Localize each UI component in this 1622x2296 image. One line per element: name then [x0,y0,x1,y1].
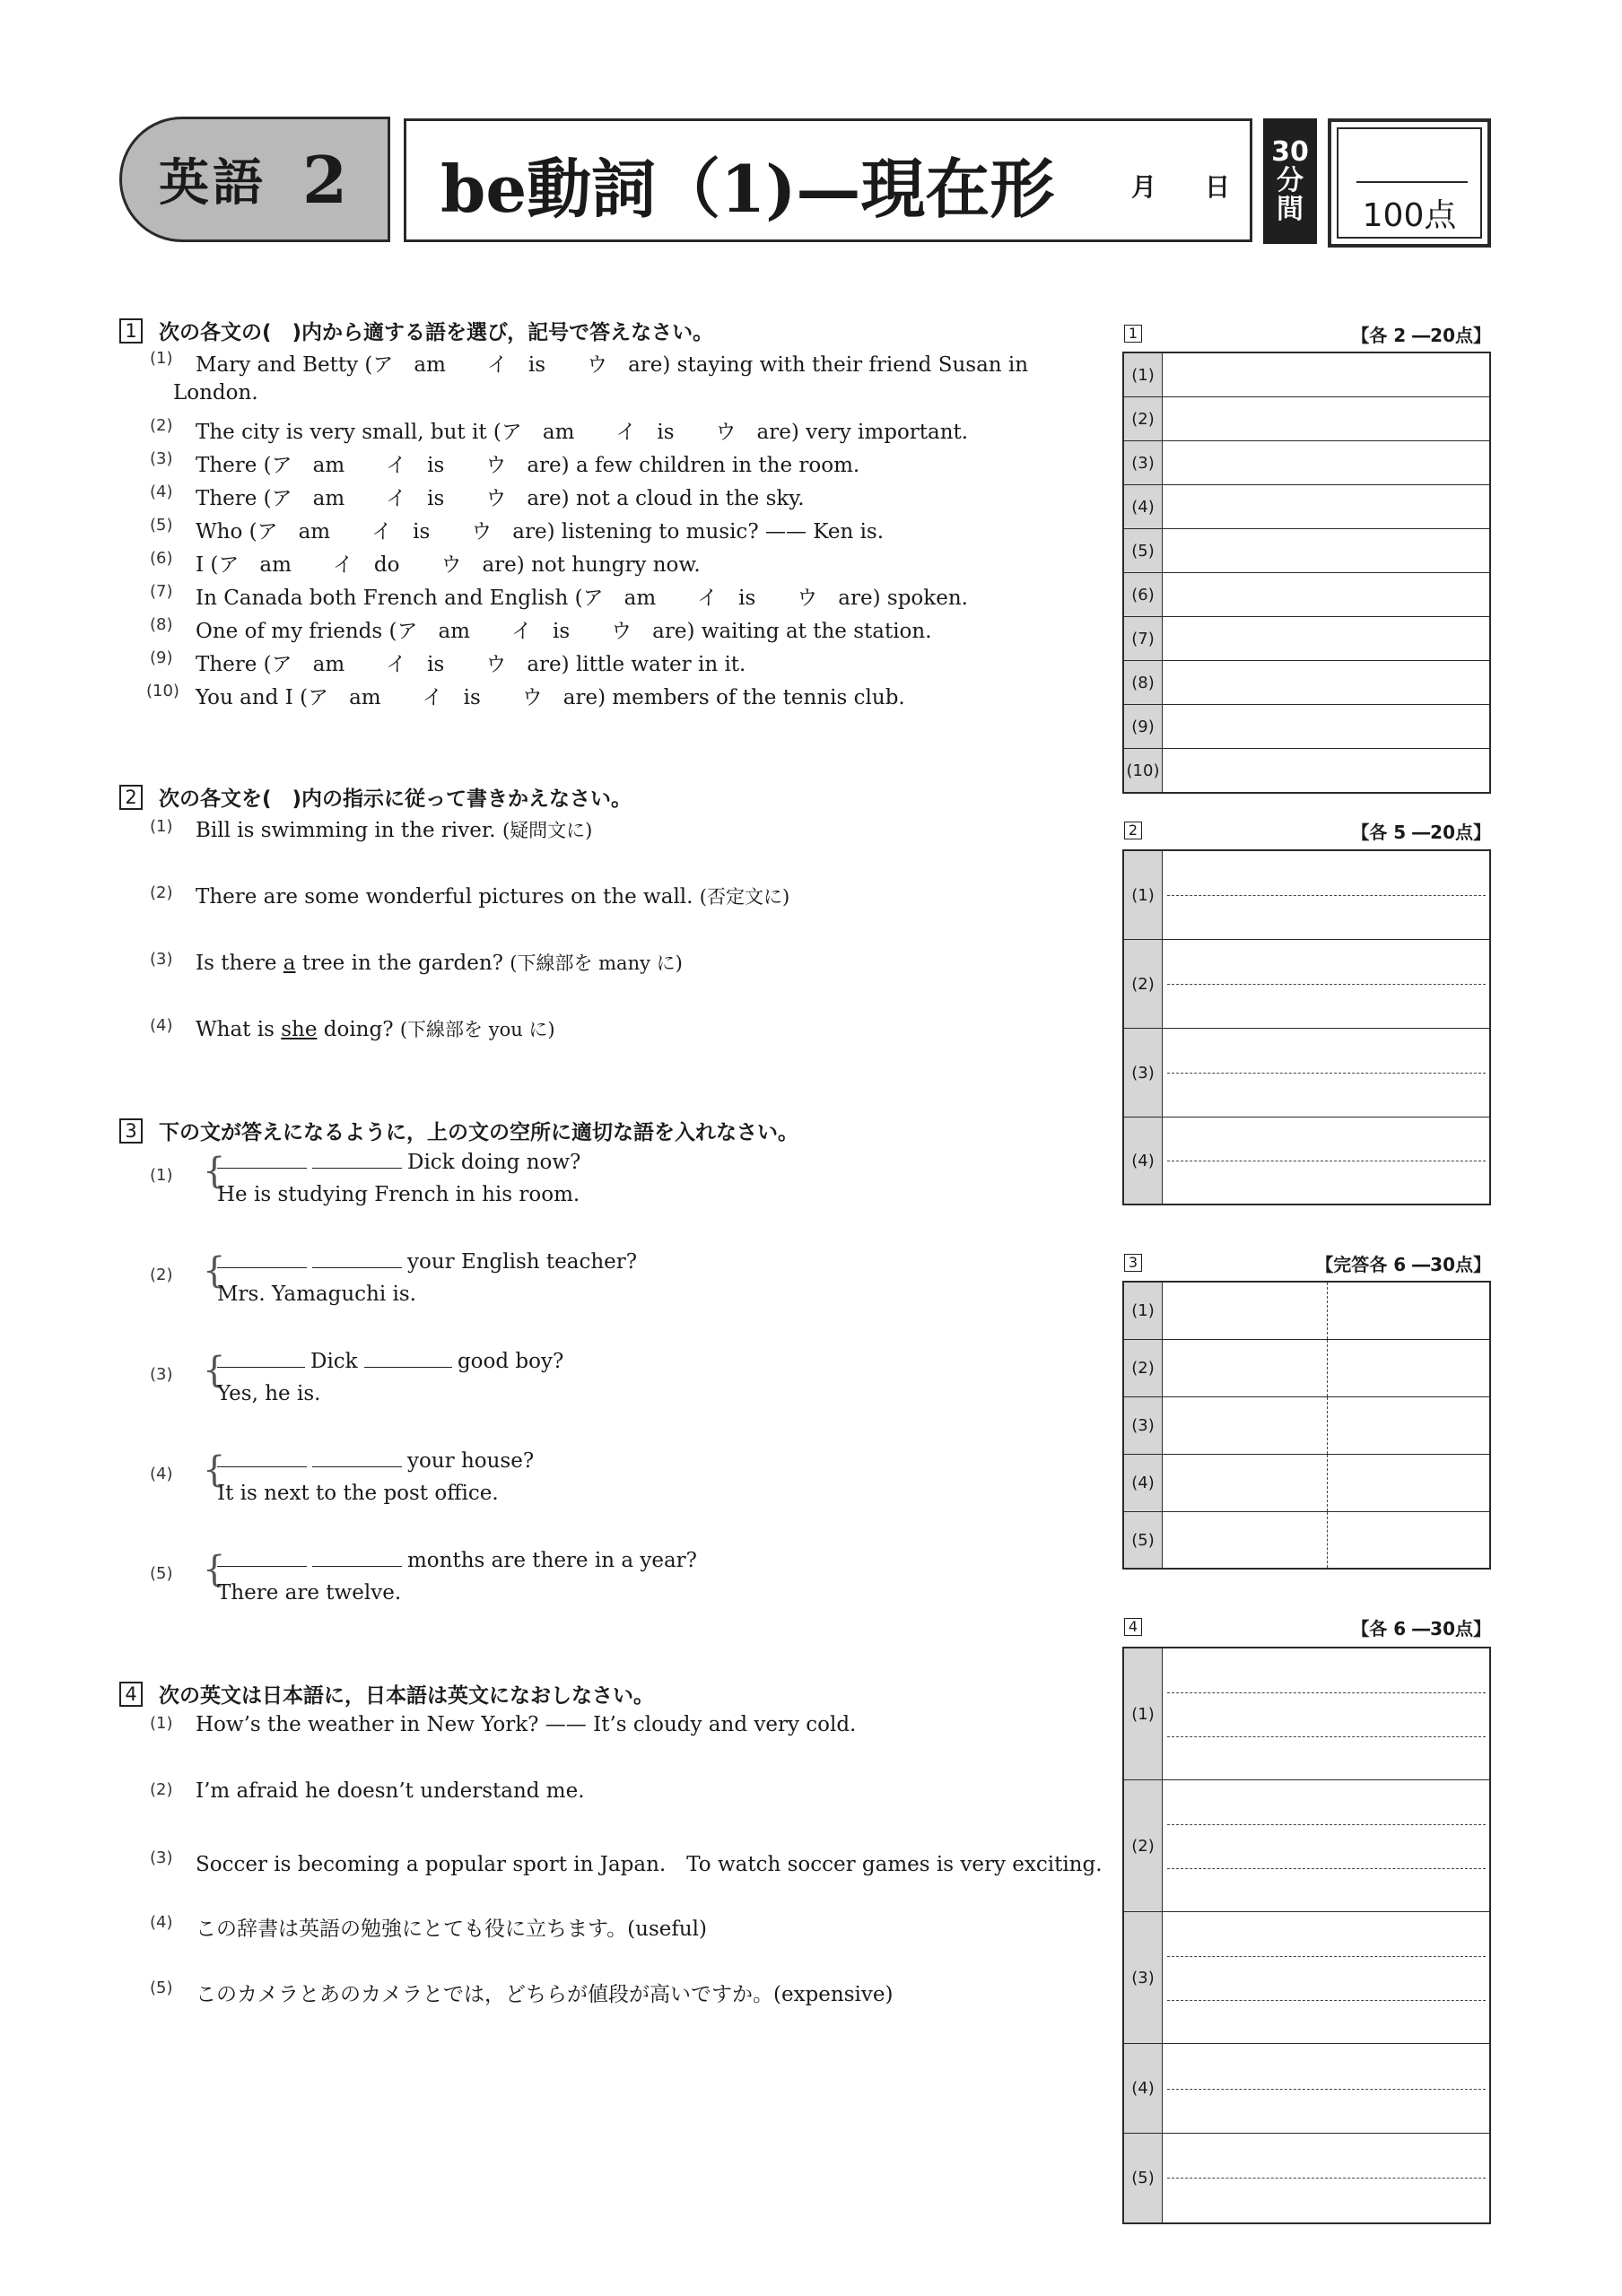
q1-item-text: Mary and Betty (ア am イ is ウ are) staying with their friend Susan in [196,353,1029,377]
q3-item-number: (5) [150,1564,173,1583]
q4-item-text: Soccer is becoming a popular sport in Japan. To watch soccer games is very exciting. [196,1853,1103,1876]
q1-heading [119,316,713,345]
q3-item-question: your house? [217,1448,534,1473]
answer-blank[interactable] [217,1448,307,1467]
subject-label: 英語 [158,154,266,213]
q3-item-answer: There are twelve. [217,1581,402,1605]
q1-item-number: (4) [150,483,173,501]
q1-item-number: (2) [150,416,173,435]
q4-item-text: このカメラとあのカメラとでは，どちらが値段が高いですか。(expensive) [196,1983,894,2006]
q1-item-text: In Canada both French and English (ア am イ is ウ are) spoken. [196,587,968,610]
q1-item-text: I (ア am イ do ウ are) not hungry now. [196,553,701,577]
answer-blank[interactable] [217,1150,307,1169]
q1-item-number: (3) [150,449,173,468]
answer-blank[interactable] [217,1249,307,1268]
answer-row[interactable]: (2) [1124,1340,1489,1397]
q1-item-text-cont: London. [173,381,258,404]
answer-row[interactable]: (5) [1124,1512,1489,1568]
answer-row[interactable]: (4) [1124,1118,1489,1204]
brace: { [203,1250,226,1292]
q3-item-number: (3) [150,1365,173,1384]
answer-row[interactable]: (3) [1124,441,1489,485]
q4-number: 4 [119,1682,143,1707]
answer-blank[interactable] [312,1249,402,1268]
q3-instruction: 下の文が答えになるように，上の文の空所に適切な語を入れなさい。 [159,1121,798,1144]
q4-item-number: (3) [150,1848,173,1867]
q2-heading [119,782,632,812]
q2-item-number: (1) [150,817,173,836]
q4-item-text: How’s the weather in New York? —— It’s cloudy and very cold. [196,1713,857,1736]
q3-item-question: Dick doing now? [217,1150,580,1174]
answer-row[interactable]: (4) [1124,1455,1489,1512]
answer-row[interactable]: (1) [1124,851,1489,940]
answer-row[interactable]: (6) [1124,573,1489,617]
answer-row[interactable]: (3) [1124,1397,1489,1455]
answer-row[interactable]: (1) [1124,1648,1489,1780]
answer-row[interactable]: (5) [1124,529,1489,573]
answer2-table [1122,849,1491,1205]
q1-item-number: (7) [150,582,173,601]
q2-item-number: (2) [150,883,173,902]
answer-row[interactable]: (9) [1124,705,1489,749]
q3-number: 3 [119,1118,143,1144]
q2-instruction: 次の各文を( )内の指示に従って書きかえなさい。 [159,787,632,811]
answer-row[interactable]: (2) [1124,940,1489,1029]
score-total: 100点 [1362,197,1457,234]
time-limit-badge [1263,118,1317,244]
answer4-table [1122,1647,1491,2224]
answer-row[interactable]: (3) [1124,1029,1489,1118]
q3-item-answer: He is studying French in his room. [217,1183,580,1206]
q4-item-number: (1) [150,1714,173,1733]
brace: { [203,1449,226,1491]
lesson-number: 2 [301,141,352,218]
q1-item-text: One of my friends (ア am イ is ウ are) waiting at the station. [196,620,932,643]
subject-tab [119,117,390,242]
answer-row[interactable]: (8) [1124,661,1489,705]
answer-blank[interactable] [217,1548,307,1567]
time-unit-2: 間 [1277,194,1304,225]
answer2-points: 【各 5 ―20点】 [1351,822,1491,843]
answer-blank[interactable] [312,1448,402,1467]
date-day-label: 日 [1205,172,1231,202]
q3-item-question: months are there in a year? [217,1548,697,1572]
q2-item-instruction: (否定文に) [699,886,790,908]
q2-item-text: Is there a tree in the garden? (下線部を many に) [196,952,683,975]
answer1-table [1122,352,1491,794]
q3-item-number: (2) [150,1265,173,1284]
answer4-label: 4 [1124,1614,1142,1636]
q1-item-number: (10) [146,682,179,700]
answer-blank[interactable] [312,1150,402,1169]
q1-item-number: (1) [150,349,173,368]
q2-item-number: (4) [150,1016,173,1035]
answer2-label: 2 [1124,818,1142,839]
answer3-label: 3 [1124,1250,1142,1272]
q4-heading [119,1679,654,1709]
answer-row[interactable]: (4) [1124,2044,1489,2134]
q1-item-text: Who (ア am イ is ウ are) listening to music? —— Ken is. [196,520,885,544]
q2-number: 2 [119,785,143,810]
answer-row[interactable]: (10) [1124,749,1489,792]
q2-item-text: Bill is swimming in the river. (疑問文に) [196,819,593,842]
q1-item-number: (6) [150,549,173,568]
answer-blank[interactable] [312,1548,402,1567]
answer-row[interactable]: (5) [1124,2134,1489,2222]
answer-row[interactable]: (1) [1124,1283,1489,1340]
q3-item-number: (4) [150,1465,173,1483]
answer-blank[interactable] [217,1349,305,1368]
date-month-label: 月 [1131,172,1157,202]
q4-item-number: (4) [150,1913,173,1932]
brace: { [203,1350,226,1391]
brace: { [203,1549,226,1590]
underlined-word: a [283,952,296,975]
q2-item-instruction: (疑問文に) [501,820,593,841]
q1-item-number: (9) [150,648,173,667]
q1-item-text: You and I (ア am イ is ウ are) members of the tennis club. [196,686,905,709]
q3-item-answer: Yes, he is. [217,1382,321,1405]
q1-number: 1 [119,318,143,344]
q3-item-answer: Mrs. Yamaguchi is. [217,1283,416,1306]
brace: { [203,1151,226,1192]
q3-item-question: your English teacher? [217,1249,637,1274]
q4-item-text: I’m afraid he doesn’t understand me. [196,1779,585,1803]
q4-item-number: (2) [150,1780,173,1799]
score-entry-line[interactable] [1356,181,1468,183]
time-unit-1: 分 [1277,165,1304,196]
q2-item-text: There are some wonderful pictures on the wall. (否定文に) [196,885,790,909]
q2-item-number: (3) [150,950,173,969]
score-box [1328,118,1491,248]
q1-item-text: There (ア am イ is ウ are) not a cloud in the sky. [196,487,805,510]
answer1-label: 1 [1124,321,1142,343]
q1-instruction: 次の各文の( )内から適する語を選び，記号で答えなさい。 [159,321,714,344]
q1-item-text: There (ア am イ is ウ are) a few children in the room. [196,454,860,477]
answer-row[interactable]: (2) [1124,397,1489,441]
q4-item-text: この辞書は英語の勉強にとても役に立ちます。(useful) [196,1918,708,1941]
title-box [404,118,1252,242]
underlined-word: she [281,1018,318,1041]
answer3-table [1122,1281,1491,1570]
answer-row[interactable]: (4) [1124,485,1489,529]
q3-item-question: Dick good boy? [217,1349,563,1373]
q3-item-number: (1) [150,1166,173,1185]
q4-instruction: 次の英文は日本語に，日本語は英文になおしなさい。 [159,1684,654,1708]
q2-item-instruction: (下線部を many に) [510,952,683,974]
answer3-points: 【完答各 6 ―30点】 [1315,1254,1491,1275]
answer-row[interactable]: (1) [1124,353,1489,397]
q1-item-number: (5) [150,516,173,535]
q2-item-text: What is she doing? (下線部を you に) [196,1018,555,1041]
q3-heading [119,1116,798,1145]
answer-row[interactable]: (2) [1124,1780,1489,1912]
answer-row[interactable]: (7) [1124,617,1489,661]
q2-item-instruction: (下線部を you に) [399,1019,555,1040]
q1-item-number: (8) [150,615,173,634]
answer-row[interactable]: (3) [1124,1912,1489,2044]
q3-item-answer: It is next to the post office. [217,1482,499,1505]
q4-item-number: (5) [150,1979,173,1997]
q1-item-text: The city is very small, but it (ア am イ is ウ are) very important. [196,421,969,444]
answer4-points: 【各 6 ―30点】 [1351,1618,1491,1639]
time-number: 30 [1271,136,1309,168]
page-title: be動詞（1)—現在形 [440,151,1055,227]
q1-item-text: There (ア am イ is ウ are) little water in it. [196,653,746,676]
answer1-points: 【各 2 ―20点】 [1351,325,1491,346]
answer-blank[interactable] [364,1349,452,1368]
